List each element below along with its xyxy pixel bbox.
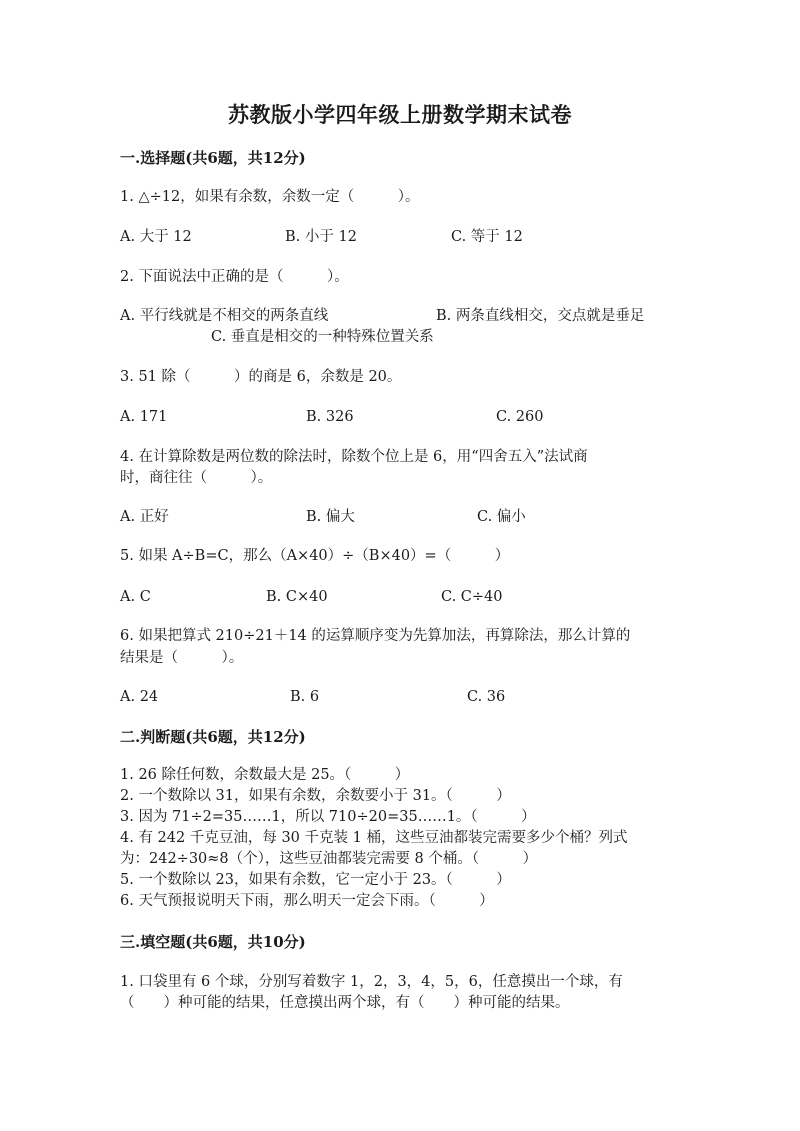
question-5-option-a: A. C xyxy=(120,589,151,605)
question-3-option-a: A. 171 xyxy=(120,409,168,425)
question-6-option-c: C. 36 xyxy=(467,689,506,705)
question-6-option-a: A. 24 xyxy=(120,689,159,705)
page-title: 苏教版小学四年级上册数学期末试卷 xyxy=(228,102,572,127)
question-5-option-c: C. C÷40 xyxy=(441,589,503,605)
question-1-option-c: C. 等于 12 xyxy=(451,229,523,245)
question-1-option-a: A. 大于 12 xyxy=(120,229,192,245)
question-4-option-b: B. 偏大 xyxy=(306,509,355,525)
question-3-option-c: C. 260 xyxy=(496,409,544,425)
section-heading-choice: 一.选择题(共6题，共12分) xyxy=(120,149,306,167)
section-heading-true-false: 二.判断题(共6题，共12分) xyxy=(120,728,306,746)
fill-blank-1-line-2: （ ）种可能的结果，任意摸出两个球，有（ ）种可能的结果。 xyxy=(120,995,570,1011)
true-false-line: 为：242÷30≈8（个），这些豆油都装完需要 8 个桶。（ ） xyxy=(120,851,538,867)
question-4-option-c: C. 偏小 xyxy=(477,509,526,525)
true-false-line: 5. 一个数除以 23，如果有余数，它一定小于 23。（ ） xyxy=(120,872,511,888)
section-heading-fill-blank: 三.填空题(共6题，共10分) xyxy=(120,933,306,951)
question-5-stem: 5. 如果 A÷B=C，那么（A×40）÷（B×40）=（ ） xyxy=(120,548,510,564)
question-6-stem-line-1: 6. 如果把算式 210÷21＋14 的运算顺序变为先算加法，再算除法，那么计算的 xyxy=(120,628,631,644)
question-1-stem: 1. △÷12，如果有余数，余数一定（ ）。 xyxy=(120,189,420,205)
question-6-option-b: B. 6 xyxy=(290,689,320,705)
question-3-option-b: B. 326 xyxy=(306,409,354,425)
true-false-line: 1. 26 除任何数，余数最大是 25。（ ） xyxy=(120,767,410,783)
true-false-line: 3. 因为 71÷2=35……1，所以 710÷20=35……1。（ ） xyxy=(120,809,536,825)
question-4-stem-line-2: 时，商往往（ ）。 xyxy=(120,470,273,486)
question-2-stem: 2. 下面说法中正确的是（ ）。 xyxy=(120,269,349,285)
question-3-stem: 3. 51 除（ ）的商是 6，余数是 20。 xyxy=(120,369,402,385)
question-6-stem-line-2: 结果是（ ）。 xyxy=(120,650,244,666)
question-5-option-b: B. C×40 xyxy=(266,589,328,605)
true-false-line: 2. 一个数除以 31，如果有余数，余数要小于 31。（ ） xyxy=(120,788,511,804)
question-2-option-c: C. 垂直是相交的一种特殊位置关系 xyxy=(211,329,434,345)
question-4-stem-line-1: 4. 在计算除数是两位数的除法时，除数个位上是 6，用“四舍五入”法试商 xyxy=(120,449,588,465)
true-false-line: 4. 有 242 千克豆油，每 30 千克装 1 桶，这些豆油都装完需要多少个桶？列式 xyxy=(120,830,628,846)
question-2-option-a: A. 平行线就是不相交的两条直线 xyxy=(120,308,329,324)
question-1-option-b: B. 小于 12 xyxy=(285,229,357,245)
true-false-line: 6. 天气预报说明天下雨，那么明天一定会下雨。（ ） xyxy=(120,893,494,909)
fill-blank-1-line-1: 1. 口袋里有 6 个球，分别写着数字 1，2，3，4，5，6，任意摸出一个球，有 xyxy=(120,974,623,990)
question-2-option-b: B. 两条直线相交，交点就是垂足 xyxy=(436,308,645,324)
question-4-option-a: A. 正好 xyxy=(120,509,169,525)
